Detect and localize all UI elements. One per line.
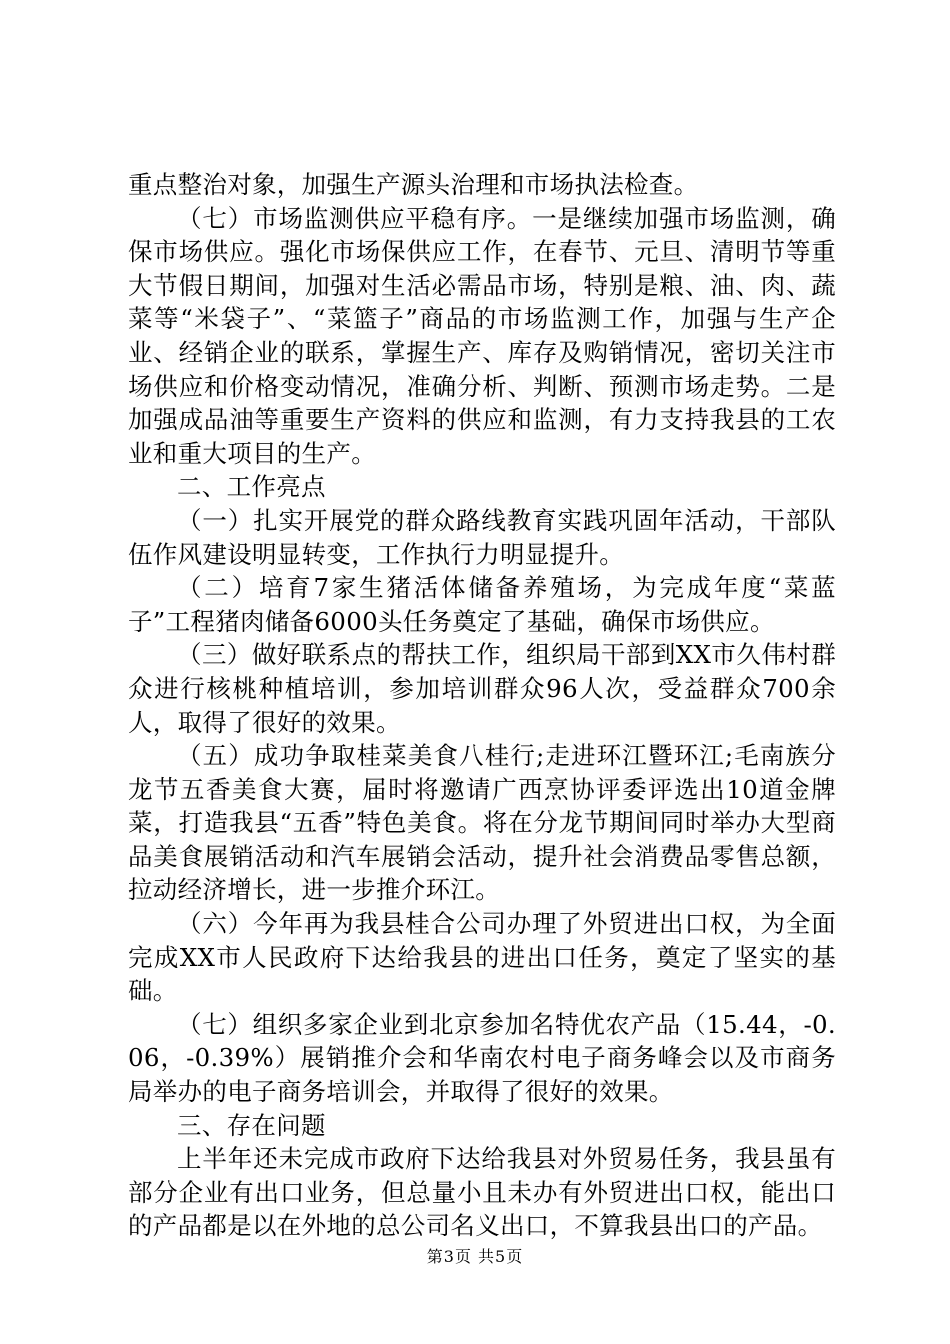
paragraph-highlight-7: （七）组织多家企业到北京参加名特优农产品（15.44，-0.06，-0.39%）展销推介会和华南农村电子商务峰会以及市商务局举办的电子商务培训会，并取得了很好的效果。 — [128, 1009, 836, 1107]
paragraph-highlight-5: （五）成功争取桂菜美食八桂行;走进环江暨环江;毛南族分龙节五香美食大赛，届时将邀请广西烹协评委评选出10道金牌菜，打造我县“五香”特色美食。将在分龙节期间同时举办大型商品美食展销活动和汽车展销会活动，提升社会消费品零售总额，拉动经济增长，进一步推介环江。 — [128, 741, 836, 905]
document-body — [128, 168, 836, 1243]
paragraph-highlight-2: （二）培育7家生猪活体储备养殖场，为完成年度“菜蓝子”工程猪肉储备6000头任务奠定了基础，确保市场供应。 — [128, 573, 836, 636]
section-heading-problems: 三、存在问题 — [177, 1110, 326, 1140]
paragraph-market-monitoring: （七）市场监测供应平稳有序。一是继续加强市场监测，确保市场供应。强化市场保供应工作，在春节、元旦、清明节等重大节假日期间，加强对生活必需品市场，特别是粮、油、肉、蔬菜等“米袋子”、“菜篮子”商品的市场监测工作，加强与生产企业、经销企业的联系，掌握生产、库存及购销情况，密切关注市场供应和价格变动情况，准确分析、判断、预测市场走势。二是加强成品油等重要生产资料的供应和监测，有力支持我县的工农业和重大项目的生产。 — [128, 203, 836, 468]
paragraph-highlight-6: （六）今年再为我县桂合公司办理了外贸进出口权，为全面完成XX市人民政府下达给我县的进出口任务，奠定了坚实的基础。 — [128, 909, 836, 1006]
paragraph-highlight-3: （三）做好联系点的帮扶工作，组织局干部到XX市久伟村群众进行核桃种植培训，参加培训群众96人次，受益群众700余人，取得了很好的效果。 — [128, 640, 836, 737]
page-number-footer: 第3页 共5页 — [426, 1247, 524, 1266]
paragraph-problems: 上半年还未完成市政府下达给我县对外贸易任务，我县虽有部分企业有出口业务，但总量小且未办有外贸进出口权，能出口的产品都是以在外地的总公司名义出口，不算我县出口的产品。 — [128, 1144, 836, 1241]
paragraph-highlight-1: （一）扎实开展党的群众路线教育实践巩固年活动，干部队伍作风建设明显转变，工作执行力明显提升。 — [128, 505, 836, 569]
paragraph-continuation: 重点整治对象，加强生产源头治理和市场执法检查。 — [128, 170, 699, 199]
section-heading-highlights: 二、工作亮点 — [177, 472, 326, 502]
